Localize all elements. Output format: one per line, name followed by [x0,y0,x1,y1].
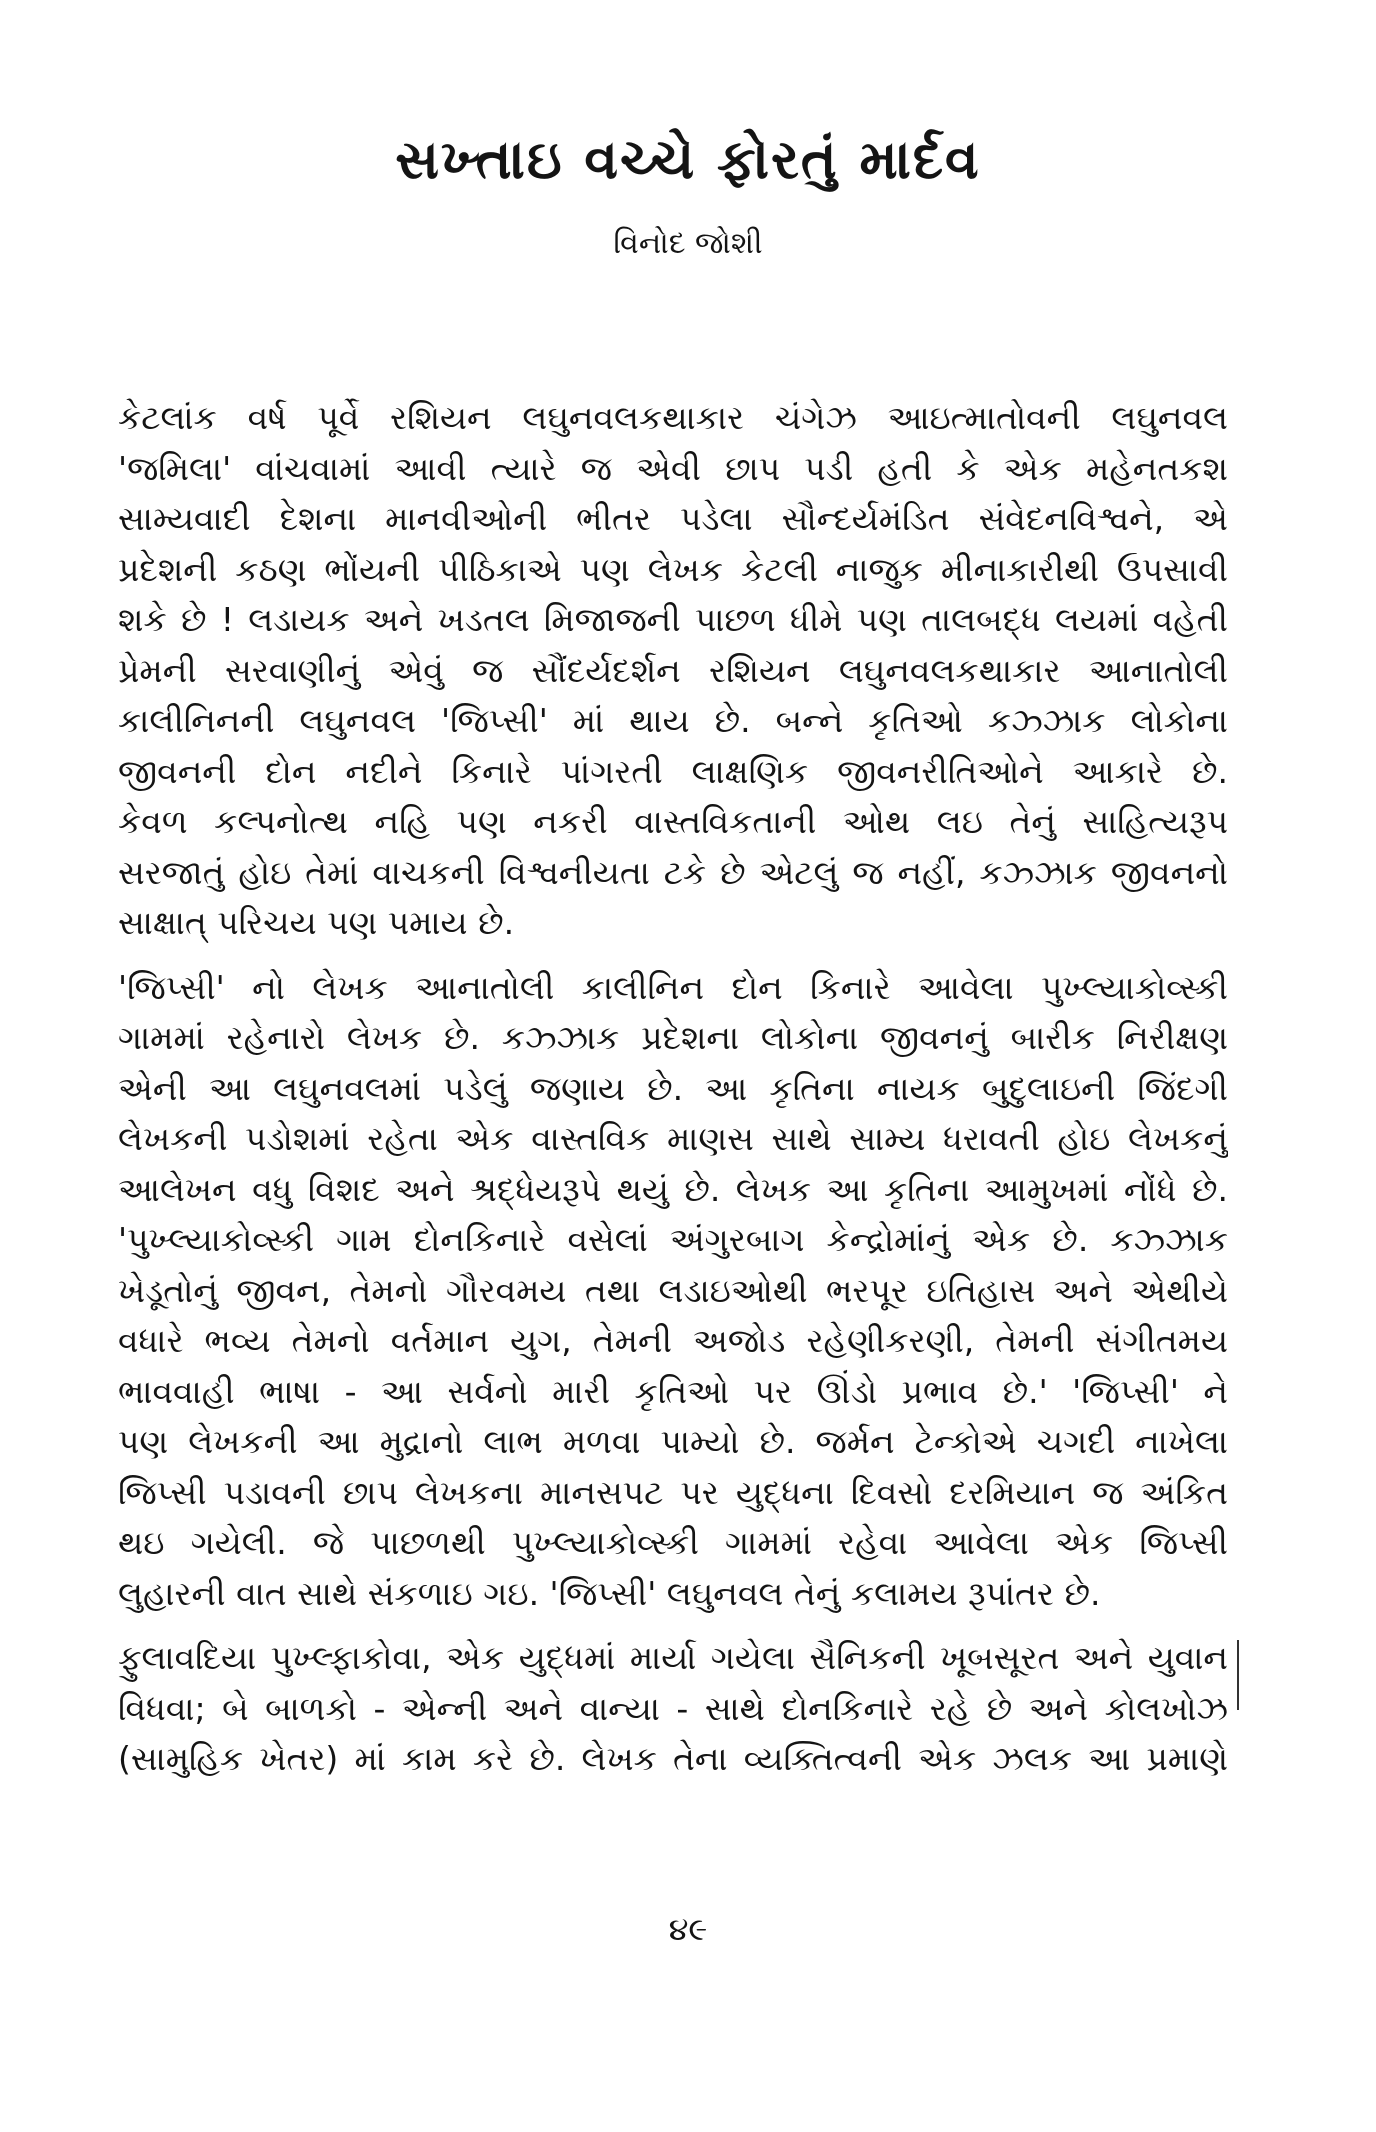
page-title: સખ્તાઇ વચ્ચે ફોરતું માર્દવ [395,128,981,191]
text-line: કેટલાંક વર્ષ પૂર્વે રશિયન લઘુનવલકથાકાર ચંગેઝ આઇત્માતોવની લઘુનવલ [118,398,1228,437]
text-line: કેવળ કલ્પનોત્થ નહિ પણ નકરી વાસ્તવિકતાની ઓથ લઇ તેનું સાહિત્યરૂપ [118,802,1228,841]
text-line: સરજાતું હોઇ તેમાં વાચકની વિશ્વનીયતા ટકે છે એટલું જ નહીં, કઝ્ઝાક જીવનનો [118,852,1228,892]
text-line: વધારે ભવ્ય તેમનો વર્તમાન યુગ, તેમની અજોડ રહેણીકરણી, તેમની સંગીતમય [118,1321,1228,1360]
text-line: ભાવવાહી ભાષા - આ સર્વનો મારી કૃતિઓ પર ઊંડો પ્રભાવ છે.' 'જિપ્સી' ને [118,1371,1228,1411]
text-line: કાલીનિનની લઘુનવલ 'જિપ્સી' માં થાય છે. બન્ને કૃતિઓ કઝ્ઝાક લોકોના [118,701,1228,740]
paragraph-3 [118,1633,1228,1785]
text-line: ફુલાવદિયા પુખ્લ્ફાકોવા, એક યુદ્ધમાં માર્યા ગયેલા સૈનિકની ખૂબસૂરત અને યુવાન [118,1638,1228,1677]
text-line: 'જિપ્સી' નો લેખક આનાતોલી કાલીનિન દોન કિનારે આવેલા પુખ્લ્યાકોવ્સ્કી [118,967,1228,1007]
text-line: સામ્યવાદી દેશના માનવીઓની ભીતર પડેલા સૌન્દર્યમંડિત સંવેદનવિશ્વને, એ [118,499,1228,538]
page-number: ૪૯ [668,1910,708,1948]
text-line: એની આ લઘુનવલમાં પડેલું જણાય છે. આ કૃતિના નાયક બુદુલાઇની જિંદગી [118,1068,1228,1108]
text-line: ખેડૂતોનું જીવન, તેમનો ગૌરવમય તથા લડાઇઓથી ભરપૂર ઇતિહાસ અને એથીયે [118,1270,1228,1310]
text-line: 'જમિલા' વાંચવામાં આવી ત્યારે જ એવી છાપ પડી હતી કે એક મહેનતકશ [118,448,1228,488]
text-line: લેખકની પડોશમાં રહેતા એક વાસ્તવિક માણસ સાથે સામ્ય ધરાવતી હોઇ લેખકનું [118,1119,1228,1158]
text-line: આલેખન વધુ વિશદ અને શ્રદ્ધેયરૂપે થયું છે. લેખક આ કૃતિના આમુખમાં નોંધે છે. [118,1169,1228,1209]
text-line: 'પુખ્લ્યાકોવ્સ્કી ગામ દોનકિનારે વસેલાં અંગુરબાગ કેન્દ્રોમાંનું એક છે. કઝ્ઝાક [118,1220,1228,1259]
text-line: પણ લેખકની આ મુદ્રાનો લાભ મળવા પામ્યો છે. જર્મન ટેન્કોએ ચગદી નાખેલા [118,1422,1228,1461]
text-line: સાક્ષાત્ પરિચય પણ પમાય છે. [118,903,515,942]
text-line: વિધવા; બે બાળકો - એન્ની અને વાન્યા - સાથે દોનકિનારે રહે છે અને કોલખોઝ [118,1688,1228,1728]
text-line: ગામમાં રહેનારો લેખક છે. કઝ્ઝાક પ્રદેશના લોકોના જીવનનું બારીક નિરીક્ષણ [118,1018,1228,1057]
text-line: પ્રેમની સરવાણીનું એવું જ સૌંદર્યદર્શન રશિયન લઘુનવલકથાકાર આનાતોલી [118,650,1228,690]
paragraph-2 [118,963,1228,1620]
article-body [118,393,1228,1799]
text-line: લુહારની વાત સાથે સંકળાઇ ગઇ. 'જિપ્સી' લઘુનવલ તેનું કલામય રૂપાંતર છે. [118,1573,1101,1613]
author-name: વિનોદ જોશી [613,226,763,261]
paragraph-1 [118,393,1228,949]
text-line: જીવનની દોન નદીને કિનારે પાંગરતી લાક્ષણિક જીવનરીતિઓને આકારે છે. [118,751,1228,791]
text-line: જિપ્સી પડાવની છાપ લેખકના માનસપટ પર યુદ્ધના દિવસો દરમિયાન જ અંકિત [118,1472,1228,1512]
text-line: (સામુહિક ખેતર) માં કામ કરે છે. લેખક તેના વ્યક્તિત્વની એક ઝલક આ પ્રમાણે [118,1739,1228,1778]
text-line: શકે છે ! લડાયક અને ખડતલ મિજાજની પાછળ ધીમે પણ તાલબદ્ધ લયમાં વહેતી [118,600,1228,639]
text-line: પ્રદેશની કઠણ ભોંયની પીઠિકાએ પણ લેખક કેટલી નાજુક મીનાકારીથી ઉપસાવી [118,549,1228,589]
margin-mark [1237,1640,1239,1710]
text-line: થઇ ગયેલી. જે પાછળથી પુખ્લ્યાકોવ્સ્કી ગામમાં રહેવા આવેલા એક જિપ્સી [118,1523,1228,1562]
